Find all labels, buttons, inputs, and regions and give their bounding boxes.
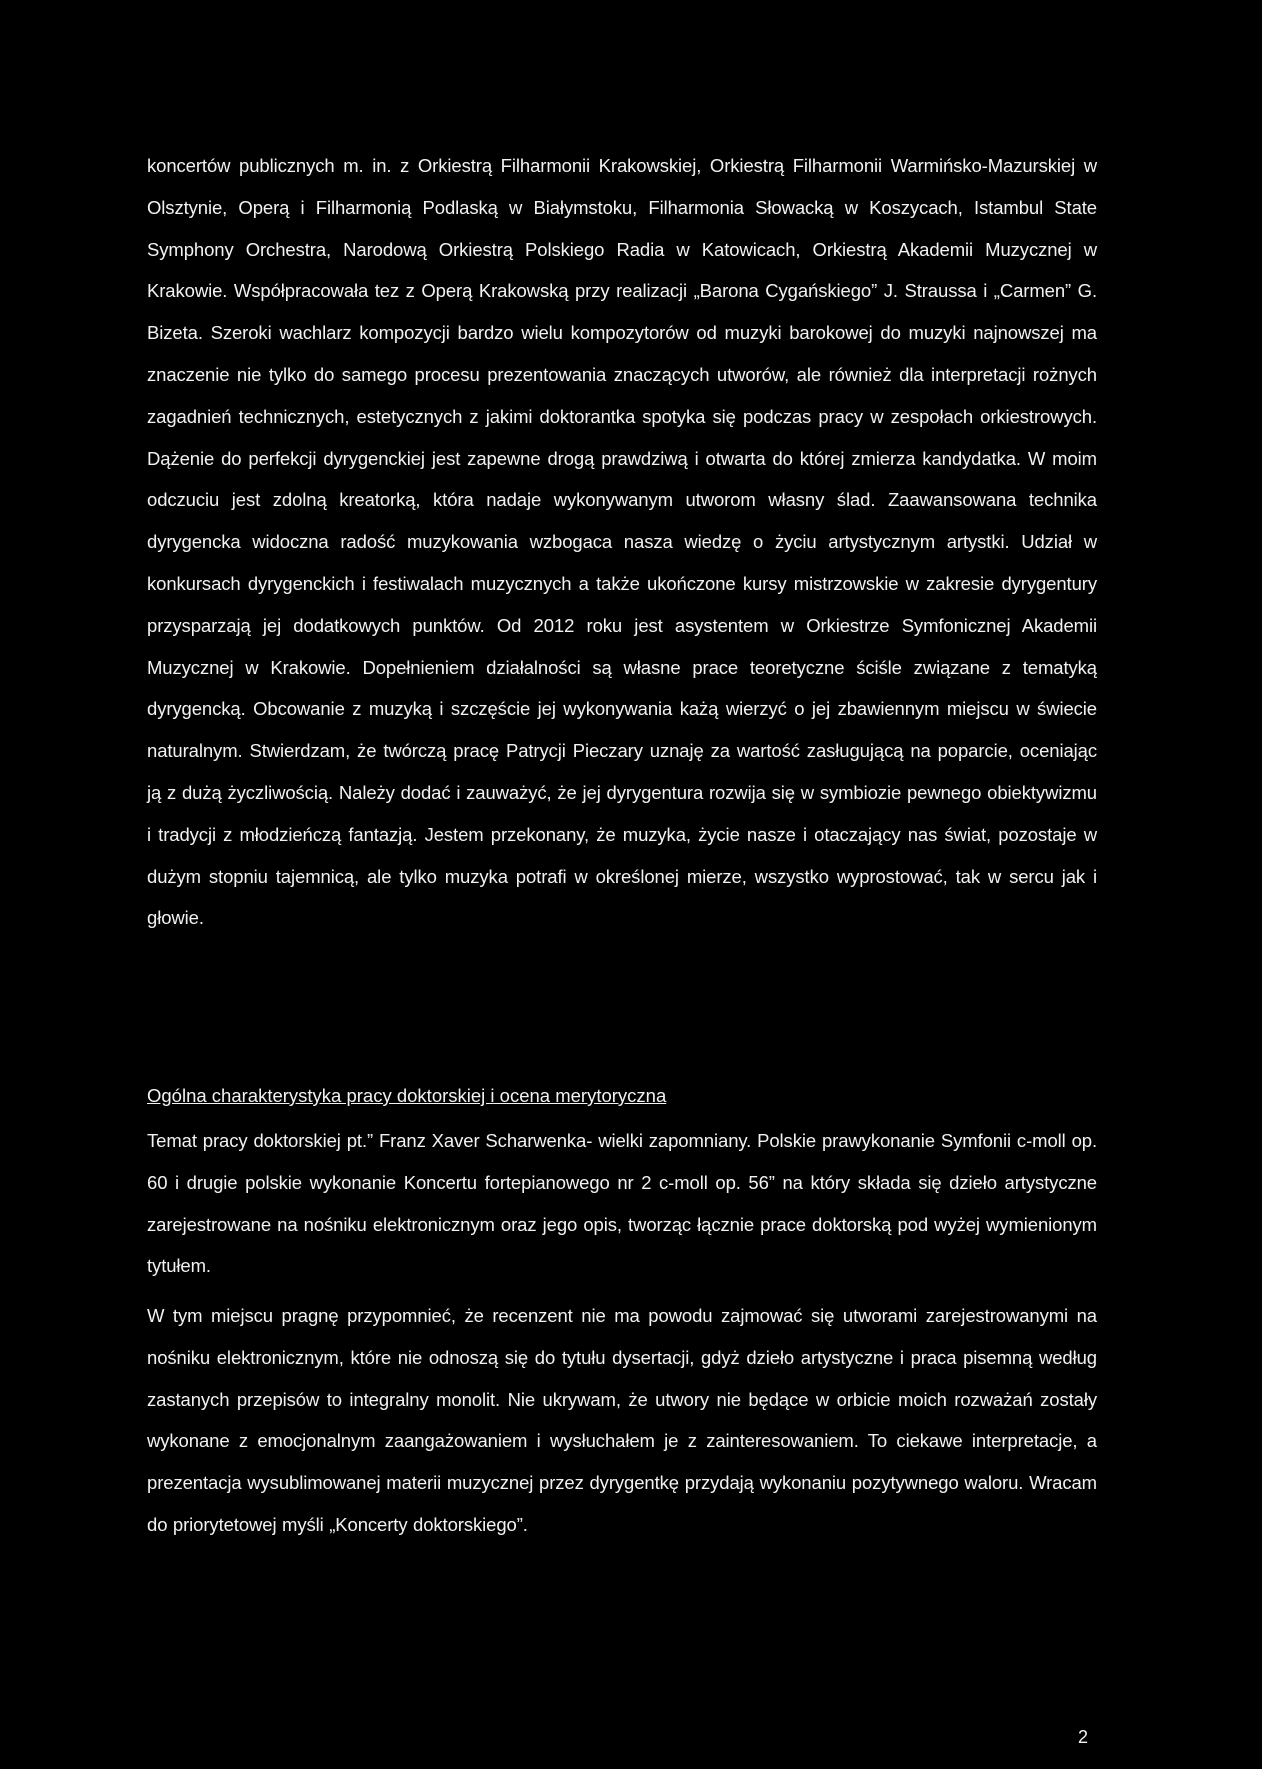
body-paragraph-1: koncertów publicznych m. in. z Orkiestrą Filharmonii Krakowskiej, Orkiestrą Filharmonii Warmińsko-Mazurskiej w Olsztynie, Operą i Filharmonią Podlaską w Białymstoku, Filharmonia Słowacką w Koszycach, Istambul State Symphony Orchestra, Narodową Orkiestrą Polskiego Radia w Katowicach, Orkiestrą Akademii Muzycznej w Krakowie. Współpracowała tez z Operą Krakowską przy realizacji „Barona Cygańskiego” J. Straussa i „Carmen” G. Bizeta. Szeroki wachlarz kompozycji bardzo wielu kompozytorów od muzyki barokowej do muzyki najnowszej ma znaczenie nie tylko do samego procesu prezentowania znaczących utworów, ale również dla interpretacji rożnych zagadnień technicznych, estetycznych z jakimi doktorantka spotyka się podczas pracy w zespołach orkiestrowych. Dążenie do perfekcji dyrygenckiej jest zapewne drogą prawdziwą i otwarta do której zmierza kandydatka. W moim odczuciu jest zdolną kreatorką, która nadaje wykonywanym utworom własny ślad. Zaawansowana technika dyrygencka widoczna radość muzykowania wzbogaca nasza wiedzę o życiu artystycznym artystki. Udział w konkursach dyrygenckich i festiwalach muzycznych a także ukończone kursy mistrzowskie w zakresie dyrygentury przysparzają jej dodatkowych punktów. Od 2012 roku jest asystentem w Orkiestrze Symfonicznej Akademii Muzycznej w Krakowie. Dopełnieniem działalności są własne prace teoretyczne ściśle związane z tematyką dyrygencką. Obcowanie z muzyką i szczęście jej wykonywania każą wierzyć o jej zbawiennym miejscu w świecie naturalnym. Stwierdzam, że twórczą pracę Patrycji Pieczary uznaję za wartość zasługującą na poparcie, oceniając ją z dużą życzliwością. Należy dodać i zauważyć, że jej dyrygentura rozwija się w symbiozie pewnego obiektywizmu i tradycji z młodzieńczą fantazją. Jestem przekonany, że muzyka, życie nasze i otaczający nas świat, pozostaje w dużym stopniu tajemnicą, ale tylko muzyka potrafi w określonej mierze, wszystko wyprostować, tak w sercu jak i głowie. [147,155,1097,929]
body-paragraph-2: Temat pracy doktorskiej pt.” Franz Xaver Scharwenka- wielki zapomniany. Polskie prawykonanie Symfonii c-moll op. 60 i drugie polskie wykonanie Koncertu fortepianowego nr 2 c-moll op. 56” na który składa się dzieło artystyczne zarejestrowane na nośniku elektronicznym oraz jego opis, tworząc łącznie prace doktorską pod wyżej wymienionym tytułem. [147,1130,1097,1277]
body-paragraph-3: W tym miejscu pragnę przypomnieć, że recenzent nie ma powodu zajmować się utworami zarejestrowanymi na nośniku elektronicznym, które nie odnoszą się do tytułu dysertacji, gdyż dzieło artystyczne i praca pisemną według zastanych przepisów to integralny monolit. Nie ukrywam, że utwory nie będące w orbicie moich rozważań zostały wykonane z emocjonalnym zaangażowaniem i wysłuchałem je z zainteresowaniem. To ciekawe interpretacje, a prezentacja wysublimowanej materii muzycznej przez dyrygentkę przydają wykonaniu pozytywnego waloru. Wracam do priorytetowej myśli „Koncerty doktorskiego”. [147,1305,1097,1535]
page-number: 2 [1078,1727,1089,1747]
section-heading: Ogólna charakterystyka pracy doktorskiej i ocena merytoryczna [147,1085,667,1106]
